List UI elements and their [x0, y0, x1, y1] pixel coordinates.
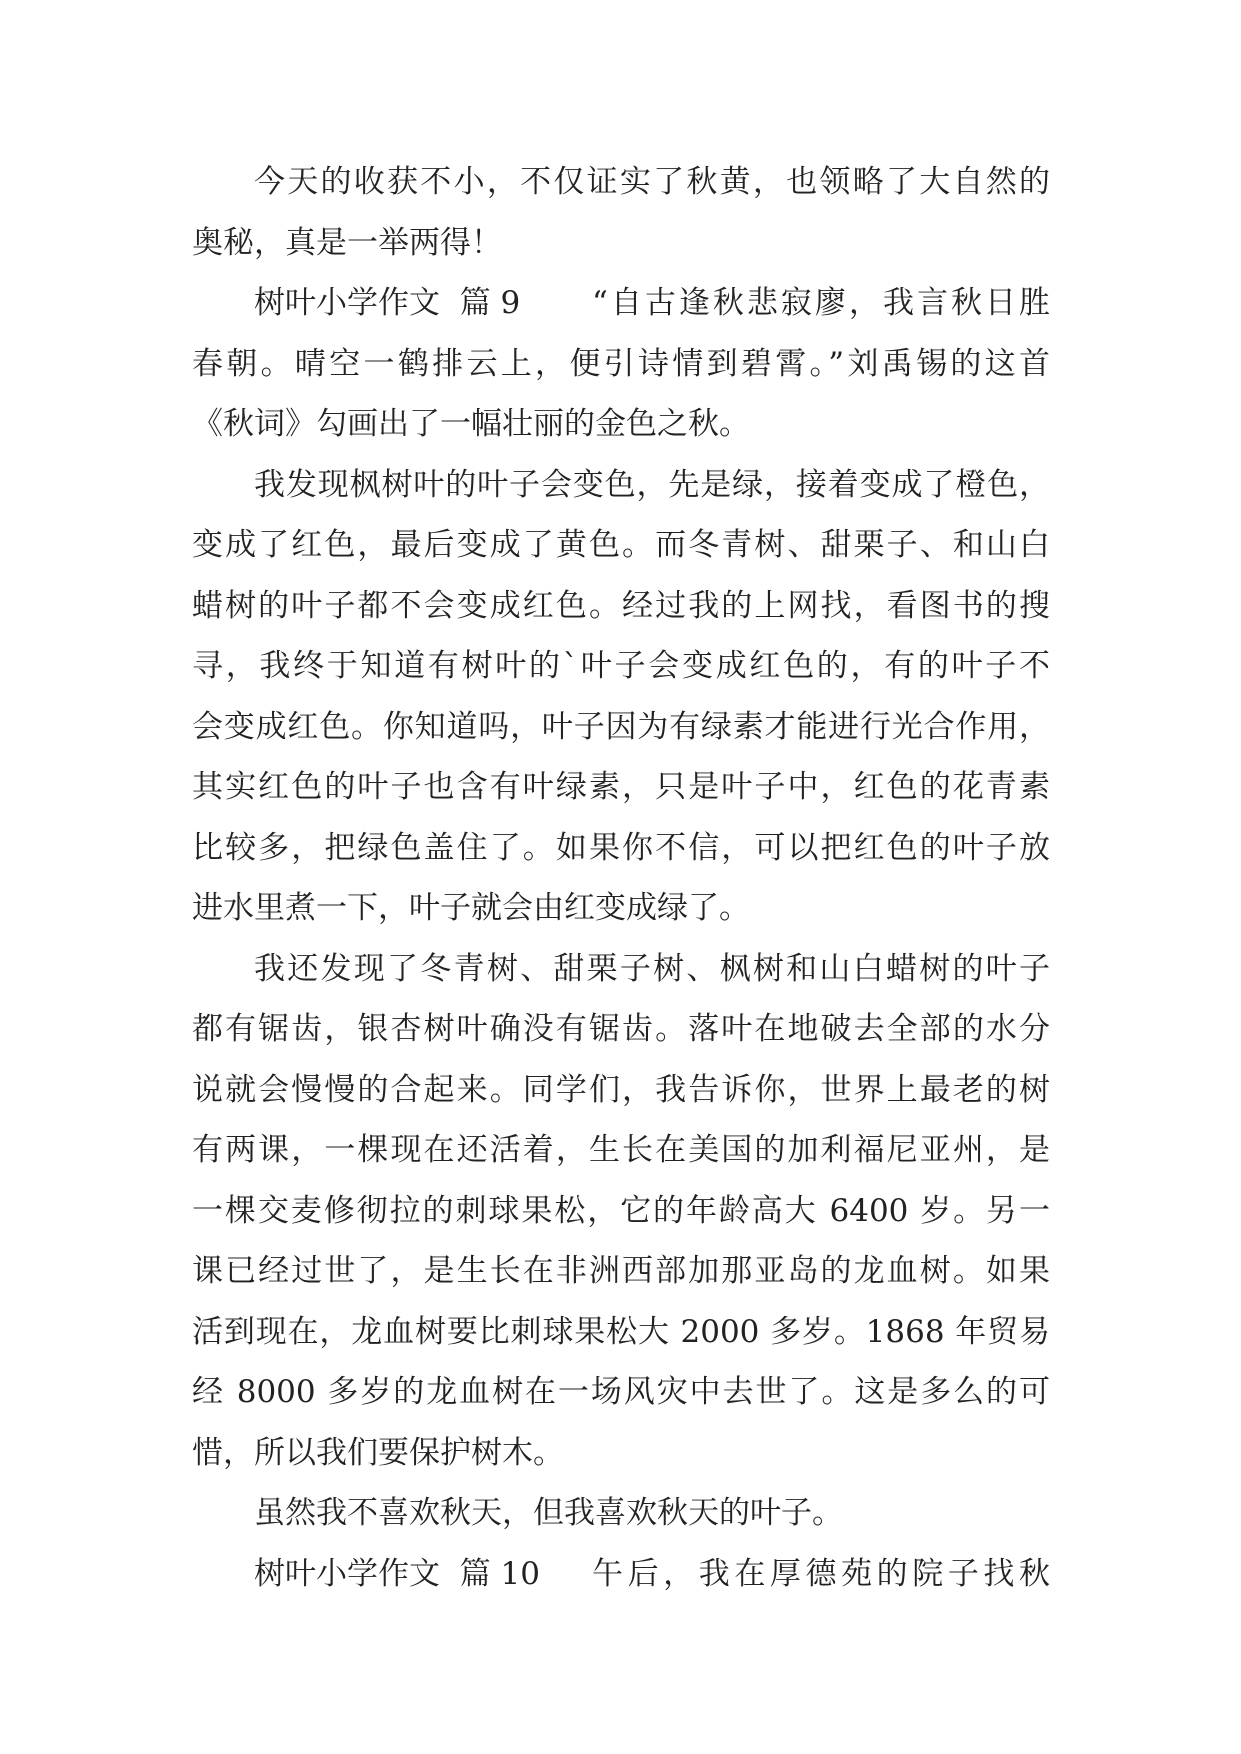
text-line: 寻，我终于知道有树叶的`叶子会变成红色的，有的叶子不 — [192, 648, 1050, 684]
paragraph — [192, 1483, 1050, 1544]
text-line: 变成了红色，最后变成了黄色。而冬青树、甜栗子、和山白 — [192, 527, 1050, 563]
essay-heading: 树叶小学作文 篇 10 — [254, 1555, 541, 1592]
text-line: 虽然我不喜欢秋天，但我喜欢秋天的叶子。 — [254, 1495, 843, 1531]
essay-heading: 树叶小学作文 篇 9 — [254, 285, 521, 321]
text-line: 说就会慢慢的合起来。同学们，我告诉你，世界上最老的树 — [192, 1071, 1050, 1108]
text-line: 蜡树的叶子都不会变成红色。经过我的上网找，看图书的搜 — [192, 587, 1050, 624]
text-line: 其实红色的叶子也含有叶绿素，只是叶子中，红色的花青素 — [192, 769, 1050, 805]
paragraph — [192, 152, 1050, 273]
text-line: 午后，我在厚德苑的院子找秋 — [592, 1555, 1050, 1592]
essay-heading-line — [192, 273, 1050, 334]
text-line: 进水里煮一下，叶子就会由红变成绿了。 — [192, 890, 750, 926]
paragraph — [192, 939, 1050, 1484]
text-line: 《秋词》勾画出了一幅壮丽的金色之秋。 — [192, 406, 750, 442]
text-line: 会变成红色。你知道吗，叶子因为有绿素才能进行光合作用， — [192, 708, 1050, 745]
text-line: 我还发现了冬青树、甜栗子树、枫树和山白蜡树的叶子 — [254, 950, 1050, 987]
text-line: 课已经过世了，是生长在非洲西部加那亚岛的龙血树。如果 — [192, 1253, 1050, 1289]
text-line: 比较多，把绿色盖住了。如果你不信，可以把红色的叶子放 — [192, 829, 1050, 866]
text-line: 奥秘，真是一举两得！ — [192, 224, 502, 261]
text-line: 我发现枫树叶的叶子会变色，先是绿，接着变成了橙色， — [254, 466, 1050, 503]
paragraph — [192, 1544, 1050, 1605]
text-line: 惜，所以我们要保护树木。 — [192, 1434, 564, 1471]
text-line: 活到现在，龙血树要比刺球果松大 2000 多岁。1868 年贸易 — [192, 1313, 1050, 1350]
text-line: 有两课，一棵现在还活着，生长在美国的加利福尼亚州，是 — [192, 1132, 1050, 1168]
text-line: 春朝。晴空一鹤排云上，便引诗情到碧霄。”刘禹锡的这首 — [192, 345, 1050, 382]
text-line: 一棵交麦修彻拉的刺球果松，它的年龄高大 6400 岁。另一 — [192, 1192, 1050, 1229]
text-line: “自古逢秋悲寂廖，我言秋日胜 — [592, 285, 1050, 321]
paragraph — [192, 273, 1050, 455]
text-line: 都有锯齿，银杏树叶确没有锯齿。落叶在地破去全部的水分 — [192, 1011, 1050, 1047]
essay-heading-line — [192, 1544, 1050, 1605]
text-line: 经 8000 多岁的龙血树在一场风灾中去世了。这是多么的可 — [192, 1374, 1050, 1410]
text-line: 今天的收获不小，不仅证实了秋黄，也领略了大自然的 — [254, 164, 1050, 200]
paragraph — [192, 455, 1050, 939]
essay-body — [192, 152, 1050, 1604]
